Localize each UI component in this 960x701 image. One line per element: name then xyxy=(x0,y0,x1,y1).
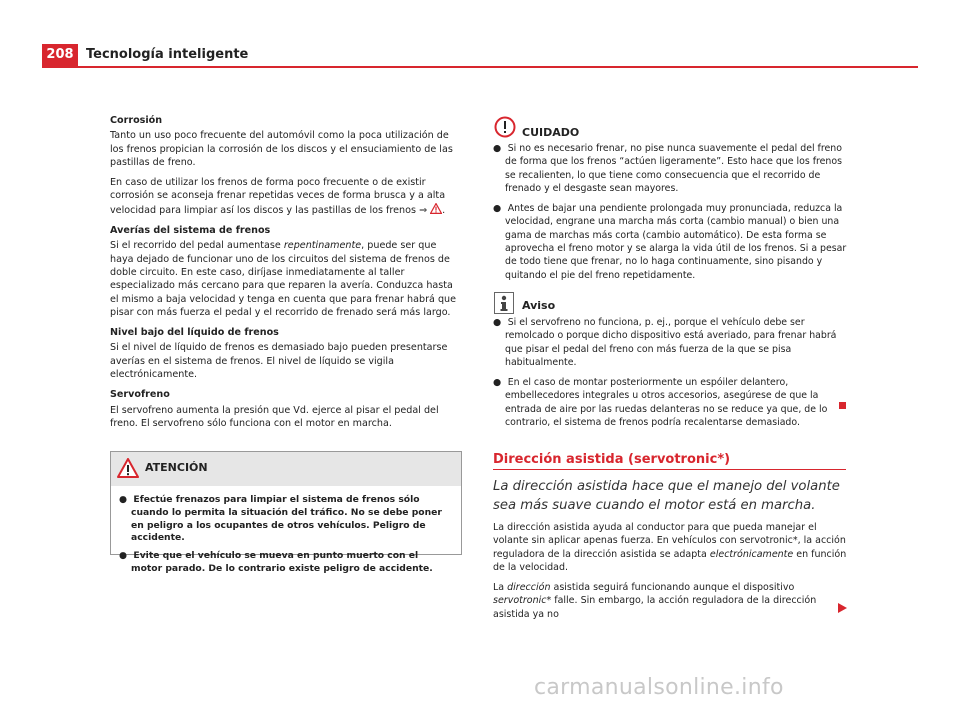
warning-item: ● Efectúe frenazos para limpiar el sistema de frenos sólo cuando lo permita la situación del tráfico. No se debe poner en peligro a los ocupantes de otros vehículos. Peligro de accidente. xyxy=(119,494,442,544)
section-lead: La dirección asistida hace que el manejo del volante sea más suave cuando el motor está en marcha. xyxy=(493,479,840,513)
section-title: Dirección asistida (servotronic*) xyxy=(493,452,731,467)
corrosion-text-2: En caso de utilizar los frenos de forma poco frecuente o de existir corrosión se aconseja frenar repetidas veces de forma brusca y a alta velocidad para limpiar así los discos y las pastillas de los frenos ⇒ . xyxy=(110,177,446,216)
servo-heading: Servofreno xyxy=(110,389,170,401)
warning-label: ATENCIÓN xyxy=(145,461,208,474)
section-text-2: La dirección asistida seguirá funcionando aunque el dispositivo servotronic* falle. Sin embargo, la acción reguladora de la dirección asistida ya no xyxy=(493,582,817,620)
caution-body xyxy=(493,142,849,289)
corrosion-heading: Corrosión xyxy=(110,115,163,126)
warning-triangle-icon xyxy=(430,203,442,214)
warning-body xyxy=(111,486,461,576)
watermark: carmanualsonline.info xyxy=(534,675,784,700)
header-rule xyxy=(42,66,918,68)
continue-arrow-icon xyxy=(838,603,847,613)
brake-failure-heading: Averías del sistema de frenos xyxy=(110,225,271,237)
brake-fluid-heading: Nivel bajo del líquido de frenos xyxy=(110,327,279,339)
corrosion-text-1: Tanto un uso poco frecuente del automóvil como la poca utilización de los frenos propician la corrosión de los discos y el ensuciamiento de las pastillas de freno. xyxy=(110,130,453,168)
caution-icon xyxy=(494,116,516,138)
warning-triangle-icon xyxy=(117,458,139,478)
note-label: Aviso xyxy=(522,299,556,312)
note-item: ● Si el servofreno no funciona, p. ej., porque el vehículo debe ser remolcado o porque dicho dispositivo está averiado, para frenar habrá que pisar el pedal del freno con más fuerza de la que se pisa habitualmente. xyxy=(493,317,837,368)
warning-header xyxy=(111,452,461,486)
page-title: Tecnología inteligente xyxy=(86,47,249,62)
left-column xyxy=(110,114,462,437)
section-text-1: La dirección asistida ayuda al conductor para que pueda manejar el volante sin aplicar apenas fuerza. En vehículos con servotronic*, la acción reguladora de la dirección asistida se adapta electrónicamente en función de la velocidad. xyxy=(493,522,847,573)
brake-fluid-text: Si el nivel de líquido de frenos es demasiado bajo pueden presentarse averías en el sistema de frenos. El nivel de líquido se vigila electrónicamente. xyxy=(110,342,448,381)
section-rule xyxy=(493,469,846,470)
note-body xyxy=(493,316,849,436)
brake-failure-text: Si el recorrido del pedal aumentase repentinamente, puede ser que haya dejado de funcionar uno de los circuitos del sistema de frenos de doble circuito. En este caso, diríjase inmediatamente al taller especializado más cercano para que reparen la avería. Conduzca hasta el mismo a baja velocidad y tenga en cuenta que para frenar habrá que pisar con más fuerza el pedal y el recorrido de frenado será más largo. xyxy=(110,240,457,318)
end-of-note-marker xyxy=(839,402,846,409)
caution-label: CUIDADO xyxy=(522,126,580,139)
note-item: ● En el caso de montar posteriormente un espóiler delantero, embellecedores integrales u otros accesorios, asegúrese de que la entrada de aire por las ruedas delanteras no se reduce ya que, de lo contrario, el sistema de frenos podría recalentarse demasiado. xyxy=(493,377,828,429)
caution-item: ● Si no es necesario frenar, no pise nunca suavemente el pedal del freno de forma que los frenos “actúen ligeramente”. Esto hace que los frenos se recalienten, lo que tiene como consecuencia que el recorrido de frenado y el desgaste sean mayores. xyxy=(493,143,842,194)
warning-box xyxy=(110,451,462,574)
reference-arrow: ⇒ xyxy=(419,204,428,216)
page-number: 208 xyxy=(42,44,78,66)
info-note-icon xyxy=(494,292,514,314)
warning-item: ● Evite que el vehículo se mueva en punto muerto con el motor parado. De lo contrario existe peligro de accidente. xyxy=(119,550,433,574)
caution-item: ● Antes de bajar una pendiente prolongada muy pronunciada, reduzca la velocidad, engrane una marcha más corta (cambio manual) o bien una gama de marchas más corta (cambio automático). De esta forma se aprovecha el freno motor y se alarga la vida útil de los frenos. Si a pesar de todo tiene que frenar, no lo haga continuamente, sino pisando y quitando el pie del freno repetidamente. xyxy=(493,203,847,281)
section-body xyxy=(493,521,849,628)
servo-text: El servofreno aumenta la presión que Vd. ejerce al pisar el pedal del freno. El servofreno sólo funciona con el motor en marcha. xyxy=(110,404,439,429)
